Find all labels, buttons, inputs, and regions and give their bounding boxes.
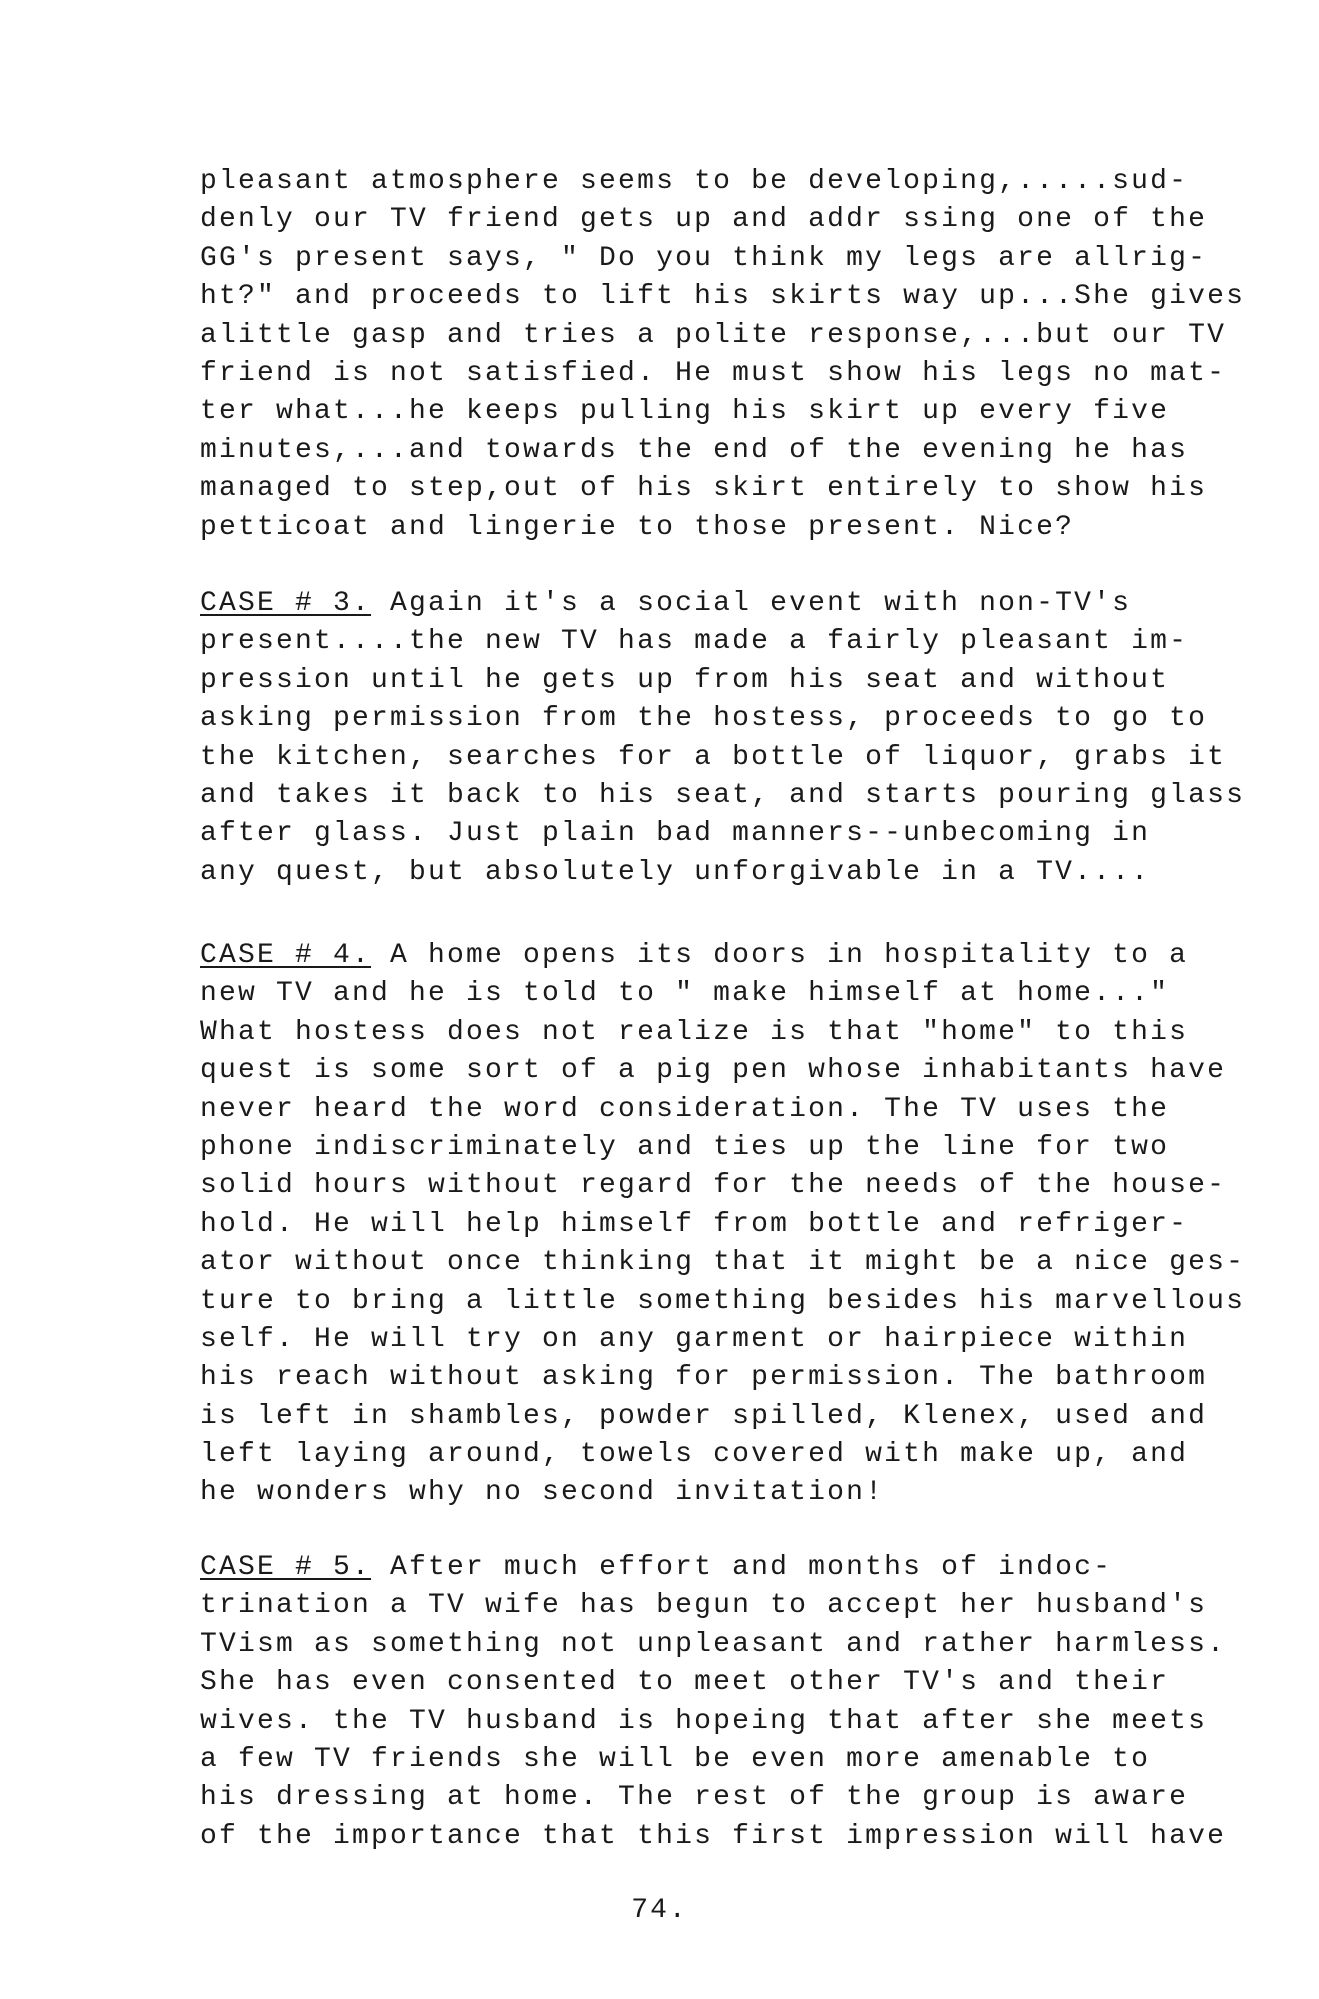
text-line [200, 585, 1250, 623]
paragraph-case-3 [200, 585, 1250, 892]
text-line: She has even consented to meet other TV's and their [200, 1667, 1170, 1699]
text-line: ture to bring a little something besides his marvellous [200, 1285, 1246, 1317]
case-line-text: Again it's a social event with non-TV's [371, 588, 1132, 619]
text-line [200, 1549, 1250, 1587]
text-line [200, 937, 1250, 975]
text-line: his reach without asking for permission. The bathroom [200, 1362, 1208, 1394]
text-line: managed to step,out of his skirt entirely to show his [200, 473, 1208, 505]
case-label: CASE # 3. [200, 588, 372, 619]
paragraph-intro [200, 163, 1250, 547]
page-number: 74. [631, 1895, 688, 1926]
text-line: wives. the TV husband is hopeing that after she meets [200, 1705, 1208, 1737]
text-line: ht?" and proceeds to lift his skirts way up...She gives [200, 281, 1246, 313]
text-line: petticoat and lingerie to those present. Nice? [200, 511, 1075, 543]
text-line: left laying around, towels covered with make up, and [200, 1439, 1189, 1471]
text-line: of the importance that this first impression will have [200, 1820, 1227, 1852]
text-line: GG's present says, " Do you think my legs are allrig- [200, 242, 1208, 274]
text-line: minutes,...and towards the end of the evening he has [200, 434, 1189, 466]
text-line: any quest, but absolutely unforgivable in a TV.... [200, 856, 1151, 888]
text-line: quest is some sort of a pig pen whose inhabitants have [200, 1055, 1227, 1087]
text-line: pleasant atmosphere seems to be developing,.....sud- [200, 166, 1189, 197]
text-line: is left in shambles, powder spilled, Klenex, used and [200, 1400, 1208, 1432]
text-line: new TV and he is told to " make himself at home..." [200, 978, 1170, 1010]
text-line: What hostess does not realize is that "home" to this [200, 1016, 1189, 1048]
text-line: never heard the word consideration. The TV uses the [200, 1093, 1170, 1125]
text-line: friend is not satisfied. He must show his legs no mat- [200, 357, 1227, 389]
text-line: his dressing at home. The rest of the group is aware [200, 1782, 1189, 1814]
text-line: present....the new TV has made a fairly pleasant im- [200, 626, 1189, 658]
paragraph-case-5 [200, 1549, 1250, 1856]
text-line: TVism as something not unpleasant and rather harmless. [200, 1628, 1227, 1660]
text-line: hold. He will help himself from bottle and refriger- [200, 1208, 1189, 1240]
text-line: self. He will try on any garment or hairpiece within [200, 1323, 1189, 1355]
text-line: trination a TV wife has begun to accept her husband's [200, 1590, 1208, 1622]
case-label: CASE # 5. [200, 1552, 372, 1583]
text-line: and takes it back to his seat, and starts pouring glass [200, 779, 1246, 811]
text-line: solid hours without regard for the needs of the house- [200, 1170, 1227, 1202]
text-line: ator without once thinking that it might be a nice ges- [200, 1247, 1246, 1279]
text-line: ter what...he keeps pulling his skirt up every five [200, 396, 1170, 428]
paragraph-case-4 [200, 937, 1250, 1513]
case-line-text: A home opens its doors in hospitality to a [371, 940, 1189, 971]
text-line: asking permission from the hostess, proceeds to go to [200, 703, 1208, 735]
text-line: alittle gasp and tries a polite response,...but our TV [200, 319, 1227, 351]
case-label: CASE # 4. [200, 940, 372, 971]
text-line: pression until he gets up from his seat and without [200, 664, 1170, 696]
case-line-text: After much effort and months of indoc- [371, 1552, 1113, 1583]
text-line: denly our TV friend gets up and addr ssing one of the [200, 204, 1208, 236]
text-line: phone indiscriminately and ties up the line for two [200, 1131, 1170, 1163]
text-line: he wonders why no second invitation! [200, 1477, 885, 1509]
text-line: after glass. Just plain bad manners--unbecoming in [200, 818, 1151, 850]
text-line: a few TV friends she will be even more amenable to [200, 1743, 1151, 1775]
text-line: the kitchen, searches for a bottle of liquor, grabs it [200, 741, 1227, 773]
